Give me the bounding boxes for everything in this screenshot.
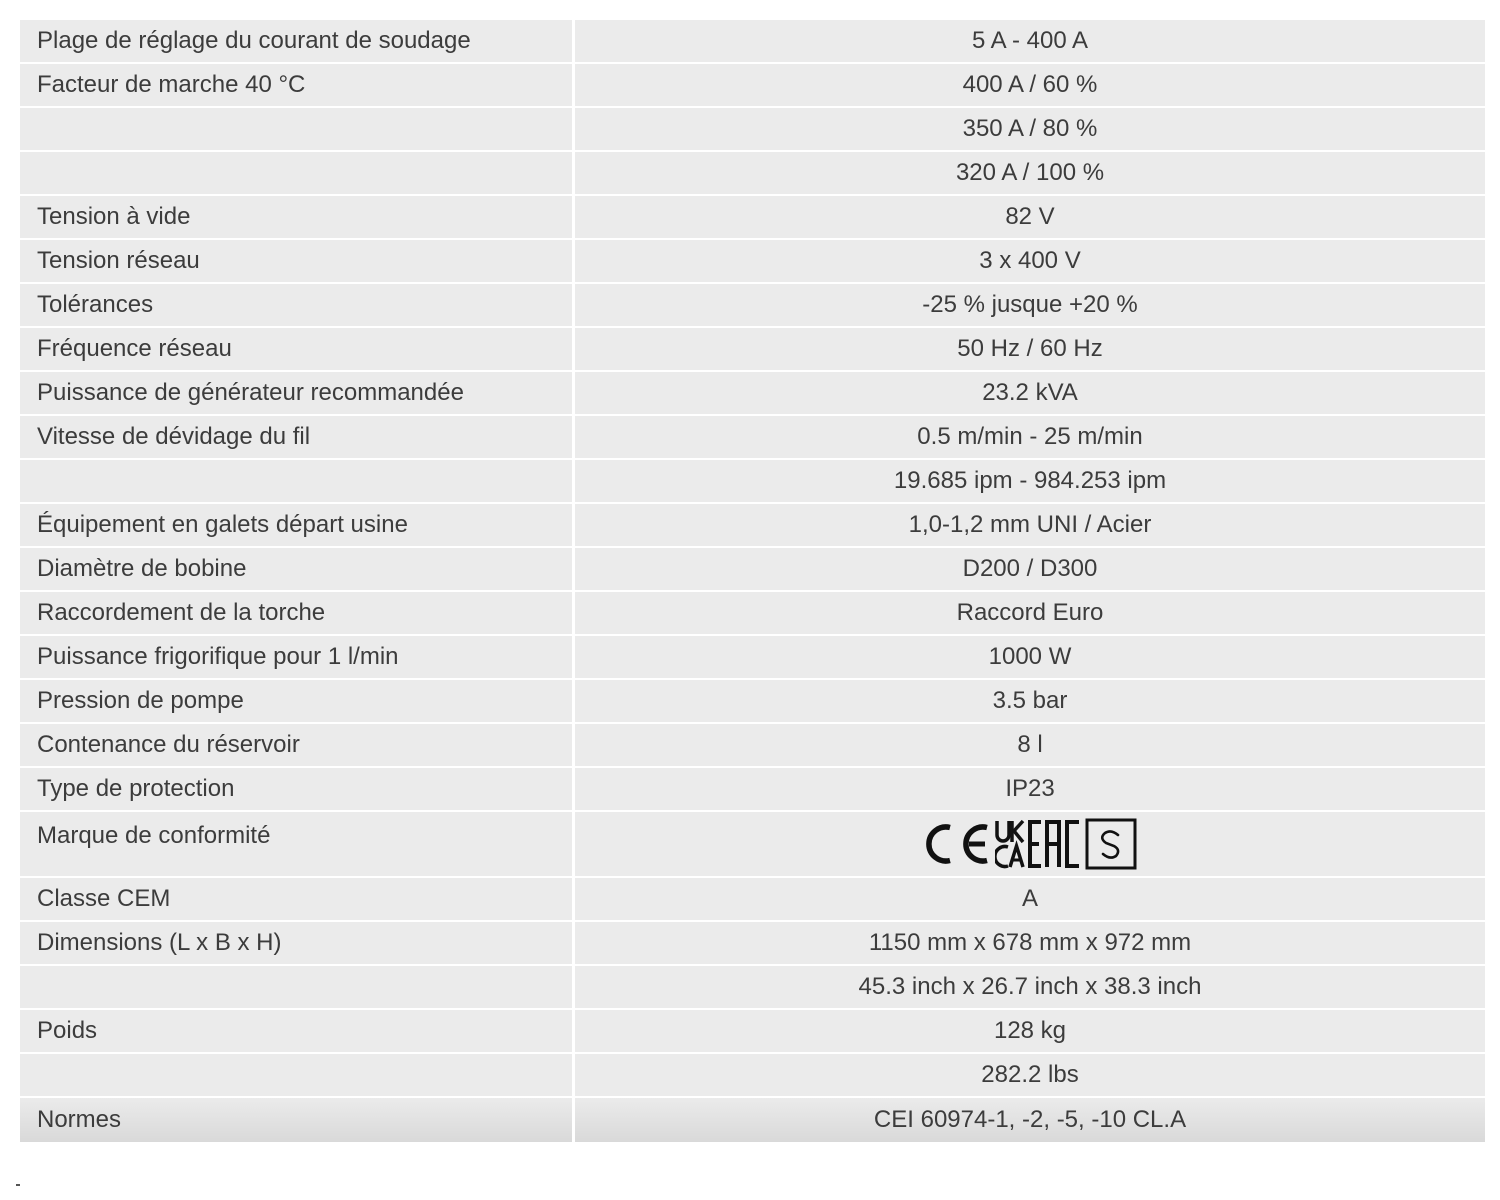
table-row [20, 372, 1485, 416]
spec-label: Diamètre de bobine [20, 548, 575, 592]
spec-label: Fréquence réseau [20, 328, 575, 372]
spec-label: Normes [20, 1098, 575, 1142]
spec-value: 400 A / 60 % [575, 64, 1485, 108]
table-row [20, 504, 1485, 548]
spec-value: 128 kg [575, 1010, 1485, 1054]
table-row [20, 1010, 1485, 1054]
table-row [20, 966, 1485, 1010]
spec-value: 23.2 kVA [575, 372, 1485, 416]
spec-value: 5 A - 400 A [575, 20, 1485, 64]
table-row [20, 108, 1485, 152]
table-row [20, 636, 1485, 680]
spec-label: Pression de pompe [20, 680, 575, 724]
spec-label: Puissance de générateur recommandée [20, 372, 575, 416]
s-mark-icon [1085, 818, 1137, 870]
conformity-row [20, 812, 1485, 878]
table-row [20, 152, 1485, 196]
table-row [20, 196, 1485, 240]
conformity-marks-group [923, 818, 1137, 870]
spec-label: Tension réseau [20, 240, 575, 284]
spec-label [20, 460, 575, 504]
spec-label: Équipement en galets départ usine [20, 504, 575, 548]
table-row [20, 922, 1485, 966]
spec-value: A [575, 878, 1485, 922]
spec-label: Plage de réglage du courant de soudage [20, 20, 575, 64]
table-row [20, 328, 1485, 372]
table-row [20, 416, 1485, 460]
spec-value: 1000 W [575, 636, 1485, 680]
spec-label: Poids [20, 1010, 575, 1054]
spec-label [20, 152, 575, 196]
table-row [20, 592, 1485, 636]
table-row [20, 878, 1485, 922]
spec-value: IP23 [575, 768, 1485, 812]
spec-value: 3.5 bar [575, 680, 1485, 724]
table-row [20, 680, 1485, 724]
divider [16, 1184, 20, 1186]
spec-label: Raccordement de la torche [20, 592, 575, 636]
spec-label [20, 966, 575, 1010]
table-row [20, 284, 1485, 328]
spec-value: 1150 mm x 678 mm x 972 mm [575, 922, 1485, 966]
spec-label: Dimensions (L x B x H) [20, 922, 575, 966]
spec-value: 282.2 lbs [575, 1054, 1485, 1098]
spec-label: Classe CEM [20, 878, 575, 922]
spec-value: 320 A / 100 % [575, 152, 1485, 196]
ukca-mark-icon [995, 819, 1025, 869]
eac-mark-icon [1027, 819, 1081, 869]
table-row [20, 724, 1485, 768]
spec-label [20, 1054, 575, 1098]
spec-label: Marque de conformité [20, 812, 575, 878]
spec-label: Tolérances [20, 284, 575, 328]
spec-value: -25 % jusque +20 % [575, 284, 1485, 328]
table-row [20, 20, 1485, 64]
spec-label: Tension à vide [20, 196, 575, 240]
table-row [20, 768, 1485, 812]
specifications-table [20, 20, 1485, 1142]
spec-label: Contenance du réservoir [20, 724, 575, 768]
spec-value: 0.5 m/min - 25 m/min [575, 416, 1485, 460]
spec-value: 8 l [575, 724, 1485, 768]
spec-label: Type de protection [20, 768, 575, 812]
ce-mark-icon [923, 819, 993, 869]
spec-value: 19.685 ipm - 984.253 ipm [575, 460, 1485, 504]
table-row [20, 548, 1485, 592]
table-row [20, 460, 1485, 504]
table-row [20, 64, 1485, 108]
spec-value: 1,0-1,2 mm UNI / Acier [575, 504, 1485, 548]
spec-value: Raccord Euro [575, 592, 1485, 636]
spec-value: 50 Hz / 60 Hz [575, 328, 1485, 372]
spec-label: Vitesse de dévidage du fil [20, 416, 575, 460]
spec-value: CEI 60974-1, -2, -5, -10 CL.A [575, 1098, 1485, 1142]
spec-value: D200 / D300 [575, 548, 1485, 592]
conformity-marks [575, 812, 1485, 878]
spec-value: 82 V [575, 196, 1485, 240]
table-row [20, 240, 1485, 284]
spec-value: 350 A / 80 % [575, 108, 1485, 152]
table-row [20, 1098, 1485, 1142]
spec-value: 45.3 inch x 26.7 inch x 38.3 inch [575, 966, 1485, 1010]
spec-label: Facteur de marche 40 °C [20, 64, 575, 108]
spec-label [20, 108, 575, 152]
spec-value: 3 x 400 V [575, 240, 1485, 284]
spec-label: Puissance frigorifique pour 1 l/min [20, 636, 575, 680]
table-row [20, 1054, 1485, 1098]
